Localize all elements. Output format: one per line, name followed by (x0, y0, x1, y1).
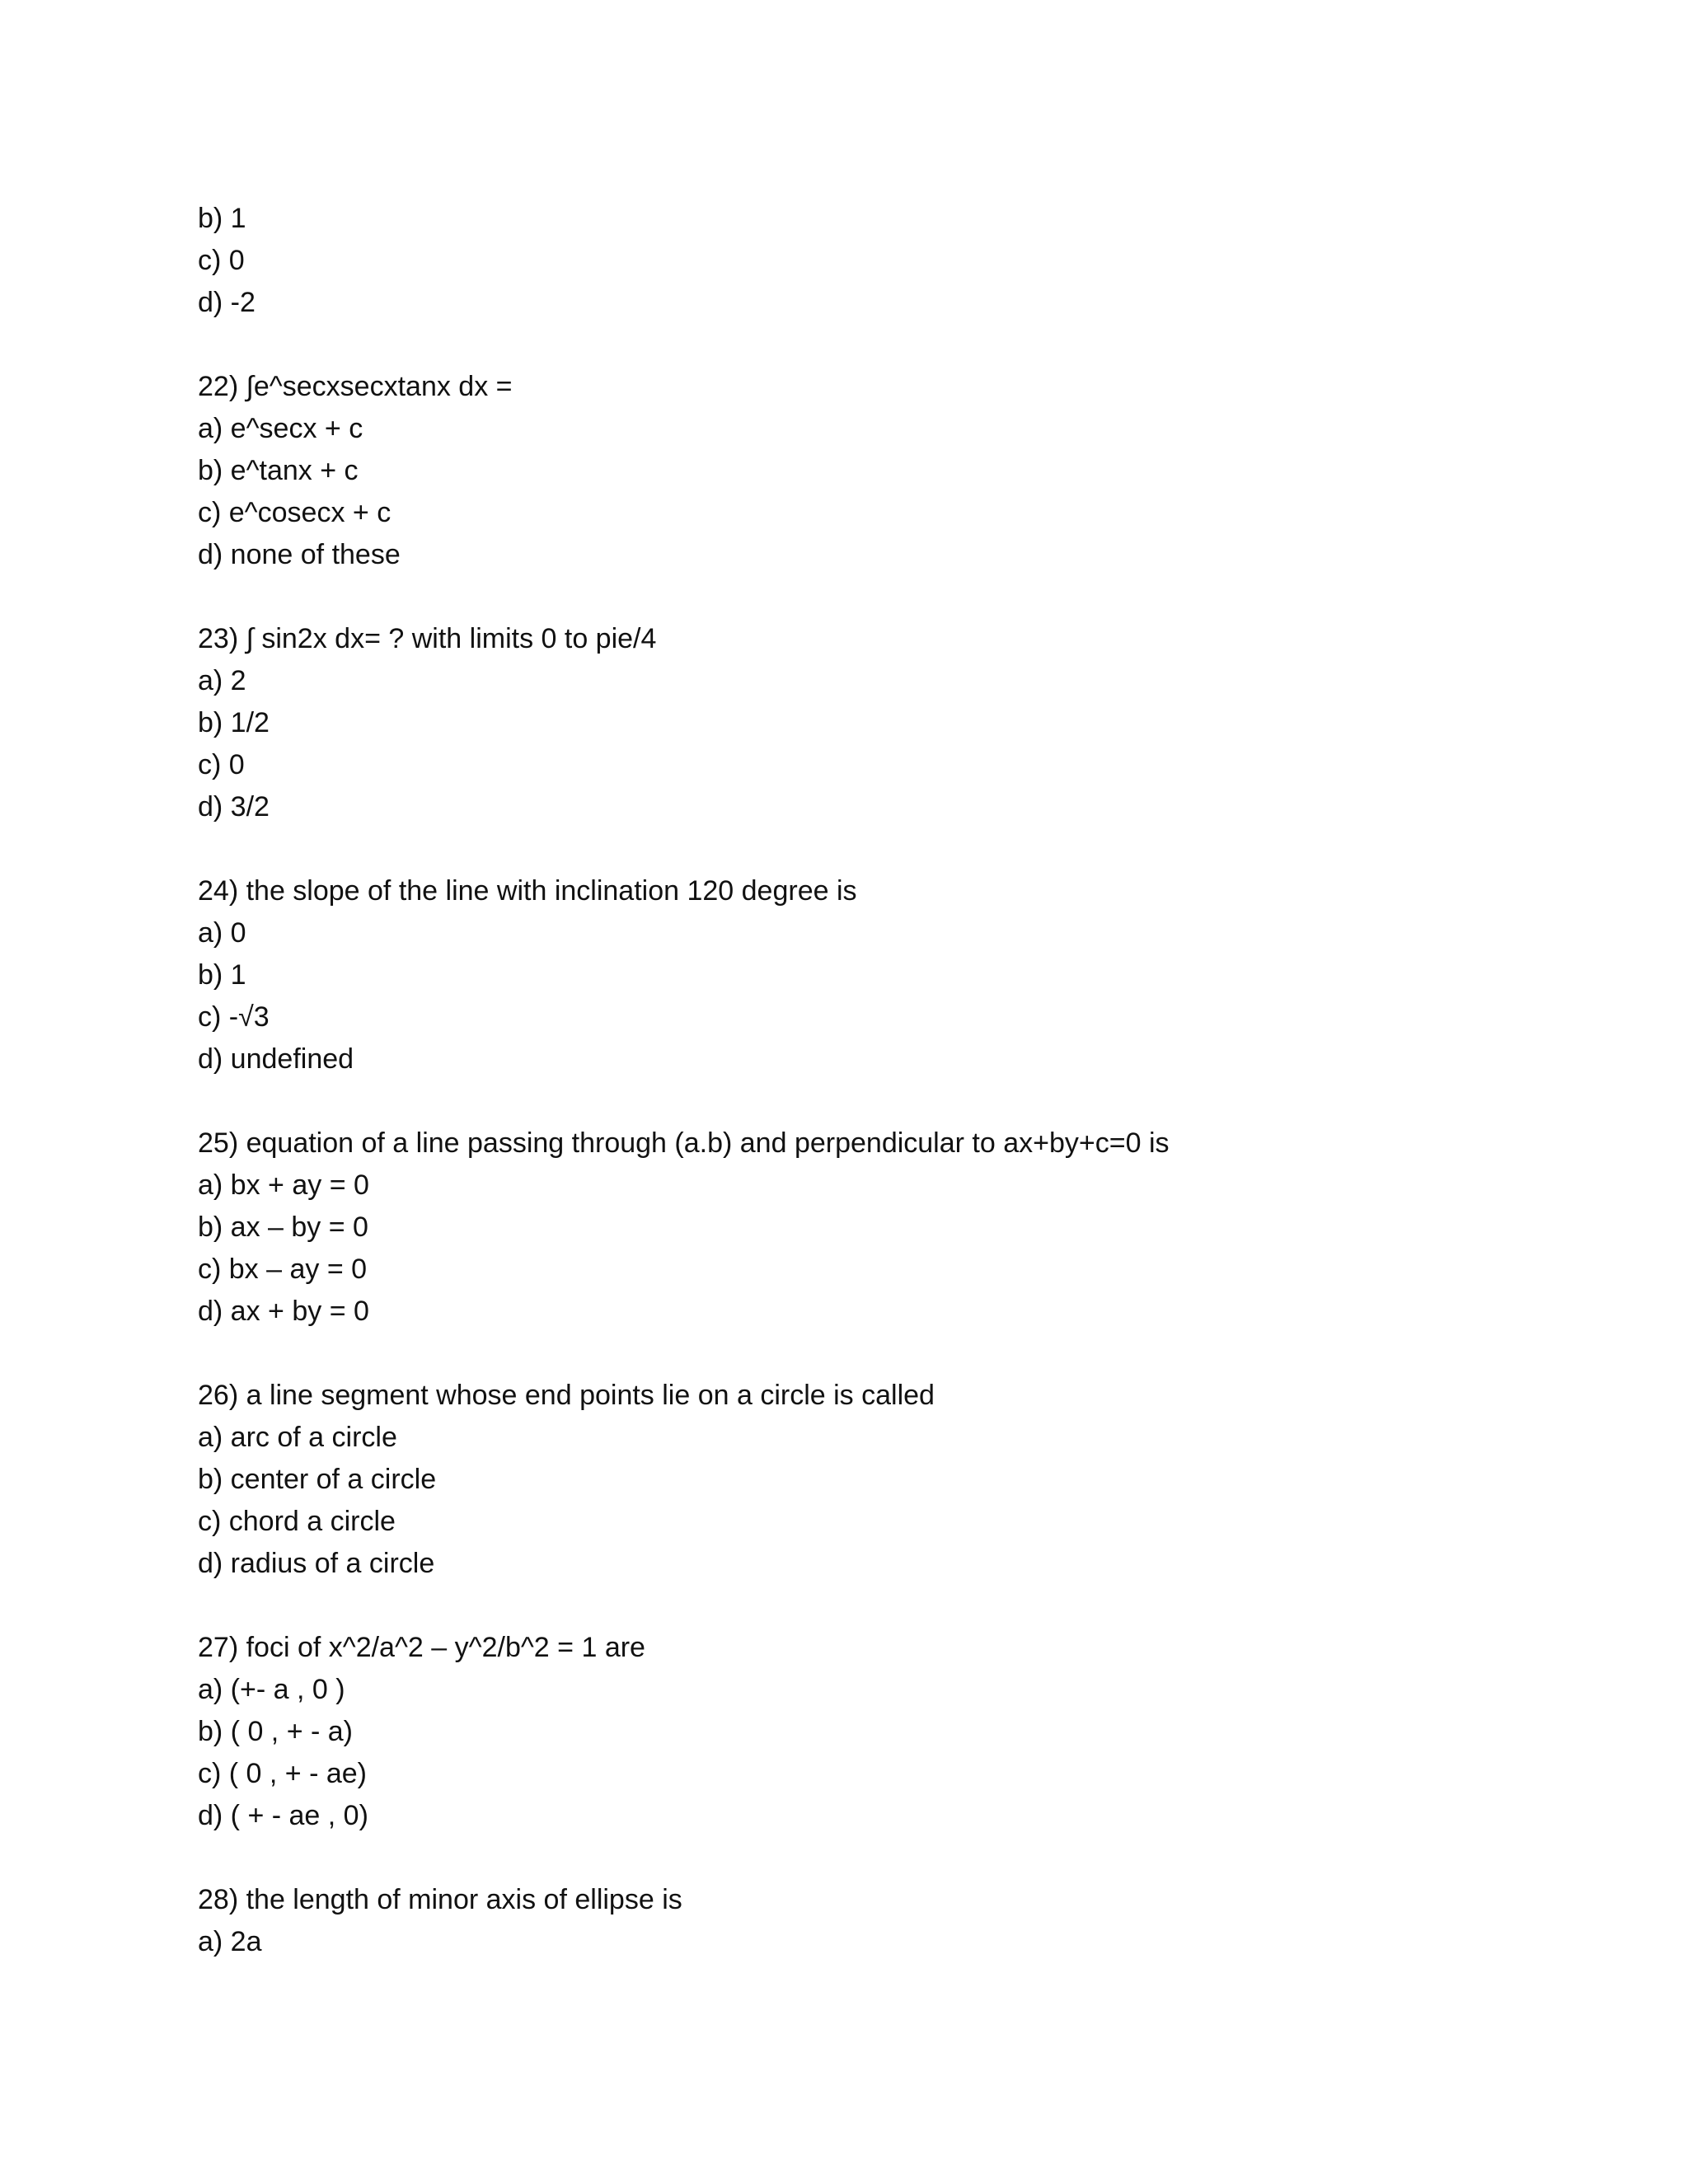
question-23 (198, 618, 1517, 828)
question-text: 25) equation of a line passing through (a.b) and perpendicular to ax+by+c=0 is (198, 1127, 1170, 1159)
option: b) ( 0 , + - a) (198, 1716, 353, 1747)
option: d) ( + - ae , 0) (198, 1800, 368, 1831)
option: d) 3/2 (198, 791, 270, 823)
option: c) 0 (198, 245, 245, 276)
option: d) none of these (198, 539, 401, 570)
option: c) chord a circle (198, 1506, 396, 1537)
option: c) ( 0 , + - ae) (198, 1758, 367, 1789)
option: c) 0 (198, 749, 245, 780)
option: d) undefined (198, 1043, 354, 1075)
question-list (198, 198, 1517, 1963)
spacer (198, 576, 1517, 618)
question-27 (198, 1627, 1517, 1837)
option: a) (+- a , 0 ) (198, 1674, 345, 1705)
question-text: 28) the length of minor axis of ellipse is (198, 1884, 682, 1915)
carryover-options (198, 198, 1517, 324)
option: b) center of a circle (198, 1464, 437, 1495)
spacer (198, 1333, 1517, 1375)
question-text: 27) foci of x^2/a^2 – y^2/b^2 = 1 are (198, 1632, 645, 1663)
option: c) -√3 (198, 1001, 270, 1033)
spacer (198, 1080, 1517, 1122)
option: a) 0 (198, 917, 246, 949)
option: a) 2 (198, 665, 246, 696)
option: a) e^secx + c (198, 413, 363, 444)
question-text: 26) a line segment whose end points lie on a circle is called (198, 1380, 935, 1411)
option: c) e^cosecx + c (198, 497, 392, 528)
option: a) 2a (198, 1926, 262, 1957)
option: d) radius of a circle (198, 1548, 435, 1579)
spacer (198, 1585, 1517, 1627)
spacer (198, 1837, 1517, 1879)
option: b) 1/2 (198, 707, 270, 738)
option: a) arc of a circle (198, 1422, 397, 1453)
spacer (198, 324, 1517, 366)
question-22 (198, 366, 1517, 576)
option: b) 1 (198, 959, 246, 991)
option: d) ax + by = 0 (198, 1296, 369, 1327)
question-text: 22) ∫e^secxsecxtanx dx = (198, 371, 513, 402)
question-text: 24) the slope of the line with inclination 120 degree is (198, 875, 857, 907)
question-text: 23) ∫ sin2x dx= ? with limits 0 to pie/4 (198, 623, 657, 654)
option: d) -2 (198, 287, 256, 318)
question-25 (198, 1122, 1517, 1333)
question-24 (198, 870, 1517, 1080)
option: b) 1 (198, 203, 246, 234)
option: b) ax – by = 0 (198, 1212, 368, 1243)
option: c) bx – ay = 0 (198, 1254, 368, 1285)
option: b) e^tanx + c (198, 455, 359, 486)
question-28 (198, 1879, 1517, 1963)
option: a) bx + ay = 0 (198, 1169, 369, 1201)
question-26 (198, 1375, 1517, 1585)
spacer (198, 828, 1517, 870)
